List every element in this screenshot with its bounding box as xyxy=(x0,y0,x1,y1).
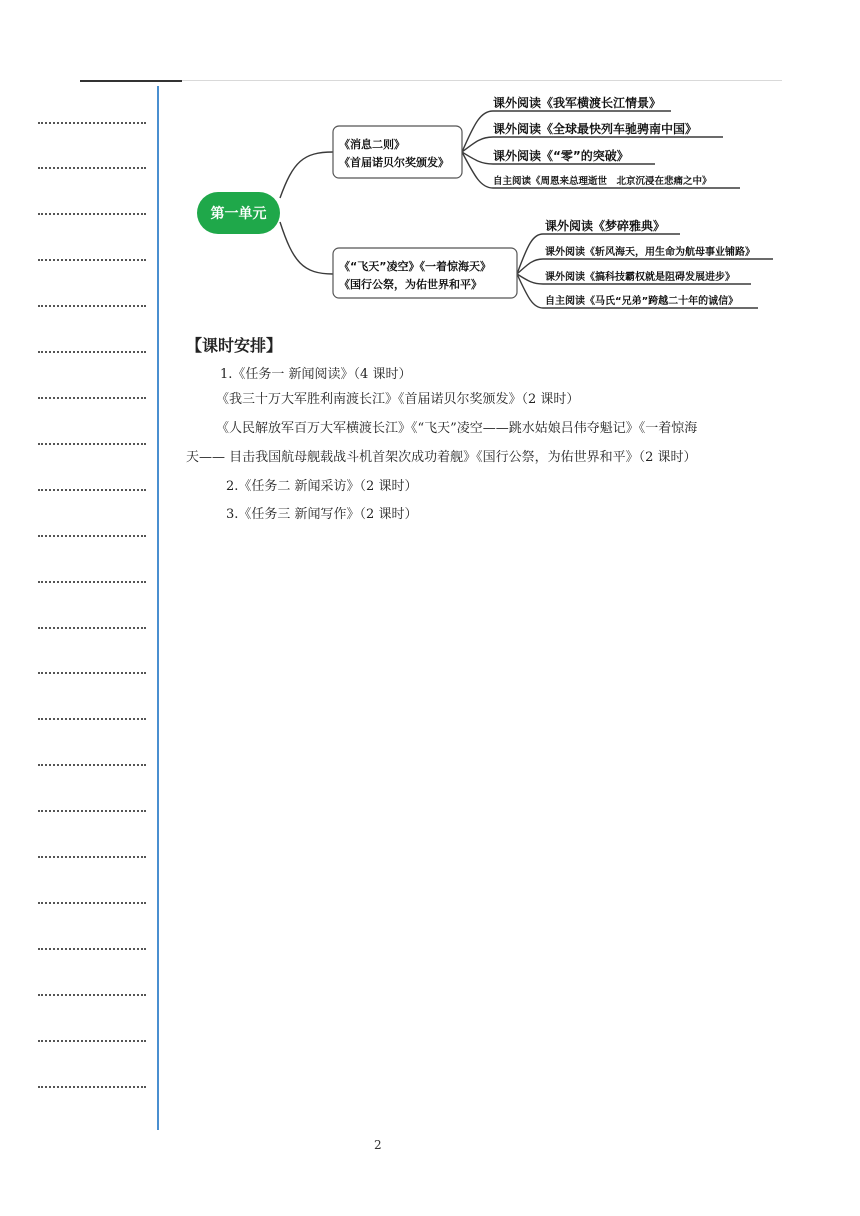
dotted-line xyxy=(38,397,146,399)
dotted-line xyxy=(38,764,146,766)
dotted-line xyxy=(38,810,146,812)
page-number: 2 xyxy=(374,1138,382,1152)
header-rule-extension xyxy=(182,80,782,81)
dotted-line xyxy=(38,718,146,720)
branch-1-line-2: 《首届诺贝尔奖颁发》 xyxy=(339,156,449,169)
leaf-1-4: 自主阅读《周恩来总理逝世 北京沉浸在悲痛之中》 xyxy=(493,176,712,187)
dotted-line xyxy=(38,627,146,629)
leaf-1-3: 课外阅读《“零”的突破》 xyxy=(493,149,629,163)
dotted-line xyxy=(38,443,146,445)
leaf-1-1: 课外阅读《我军横渡长江情景》 xyxy=(493,96,662,110)
schedule-line-3: 《人民解放军百万大军横渡长江》《“飞天”凌空——跳水姑娘吕伟夺魁记》《一着惊海 xyxy=(216,421,698,436)
header-rule xyxy=(80,80,182,82)
dotted-line xyxy=(38,1086,146,1088)
unit-mind-map xyxy=(183,82,783,314)
dotted-line xyxy=(38,351,146,353)
dotted-line xyxy=(38,167,146,169)
schedule-line-5: 2.《任务二 新闻采访》（2 课时） xyxy=(226,479,418,494)
section-heading: 【课时安排】 xyxy=(186,336,283,355)
dotted-line xyxy=(38,305,146,307)
branch-2-line-2: 《国行公祭，为佑世界和平》 xyxy=(339,278,482,291)
branch-2-line-1: 《“飞天”凌空》《一着惊海天》 xyxy=(339,260,491,273)
dotted-line xyxy=(38,259,146,261)
schedule-line-4: 天—— 目击我国航母舰载战斗机首架次成功着舰》《国行公祭，为佑世界和平》（2 课时） xyxy=(186,450,697,465)
dotted-line xyxy=(38,856,146,858)
dotted-line xyxy=(38,994,146,996)
dotted-line xyxy=(38,122,146,124)
leaf-2-3: 课外阅读《搞科技霸权就是阻碍发展进步》 xyxy=(545,272,735,283)
dotted-line xyxy=(38,948,146,950)
branch-node-1 xyxy=(333,126,462,178)
binding-margin-line xyxy=(157,86,159,1130)
schedule-line-2: 《我三十万大军胜利南渡长江》《首届诺贝尔奖颁发》（2 课时） xyxy=(216,392,580,407)
leaf-2-1: 课外阅读《梦碎雅典》 xyxy=(545,219,666,233)
dotted-line xyxy=(38,672,146,674)
leaf-2-4: 自主阅读《马氏“兄弟”跨越二十年的诚信》 xyxy=(545,296,739,307)
dotted-line xyxy=(38,213,146,215)
dotted-line xyxy=(38,902,146,904)
leaf-2-2: 课外阅读《斩风海天，用生命为航母事业铺路》 xyxy=(545,247,755,258)
branch-1-line-1: 《消息二则》 xyxy=(339,138,405,151)
schedule-line-1: 1.《任务一 新闻阅读》（4 课时） xyxy=(220,367,412,382)
schedule-line-6: 3.《任务三 新闻写作》（2 课时） xyxy=(226,507,418,522)
dotted-line xyxy=(38,581,146,583)
dotted-line xyxy=(38,489,146,491)
dotted-line xyxy=(38,535,146,537)
dotted-line xyxy=(38,1040,146,1042)
leaf-1-2: 课外阅读《全球最快列车驰骋南中国》 xyxy=(493,122,698,136)
root-node-label: 第一单元 xyxy=(210,206,267,222)
